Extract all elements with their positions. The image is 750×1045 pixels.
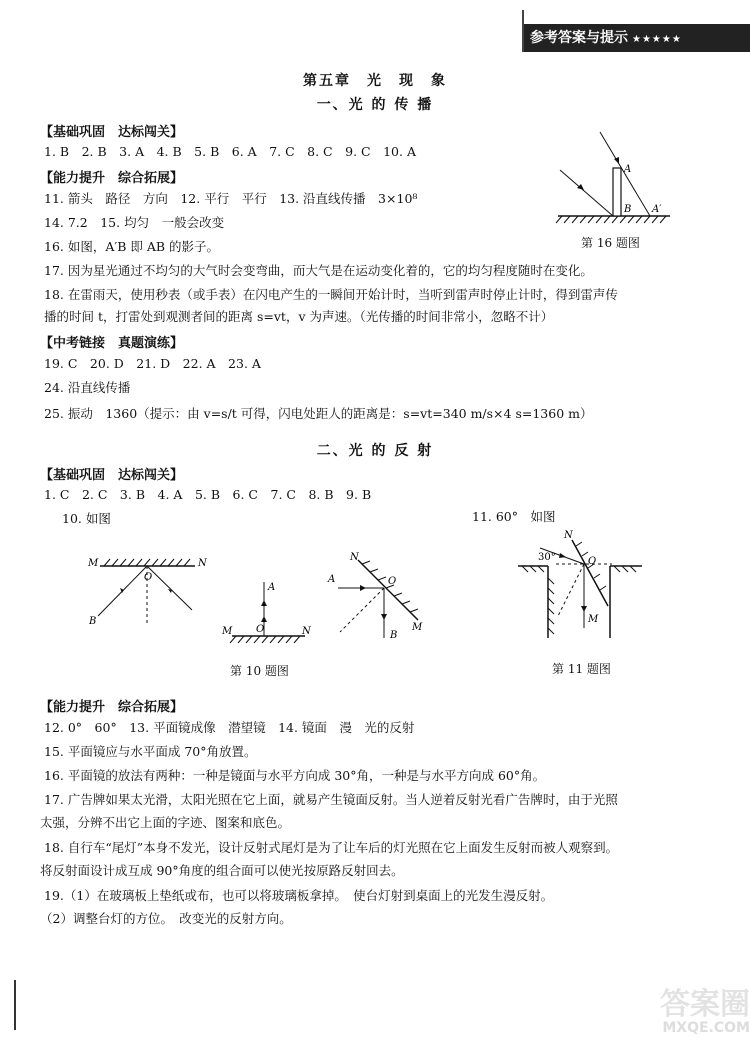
s1-exam-header: 【中考链接 真题演练】 [40, 336, 184, 351]
figure-16 [550, 128, 680, 228]
fig10-label-a2: A [268, 582, 276, 593]
fig11-label-m: M [588, 614, 599, 625]
fig16-label-a: A [624, 164, 632, 175]
banner-title: 参考答案与提示 [530, 30, 628, 46]
s1-line-18b: 播的时间 t，打雷处到观测者间的距离 s=vt，v 为声速。（光传播的时间非常小，忽略不计） [44, 309, 554, 324]
fig10-label-n3: N [350, 552, 359, 563]
fig10-label-m2: M [222, 626, 233, 637]
fig16-label-a-prime: A′ [652, 204, 662, 215]
fig16-label-b: B [624, 204, 632, 215]
s2-line-10: 10. 如图 [62, 511, 111, 526]
s1-line-16: 16. 如图，A′B 即 AB 的影子。 [44, 239, 220, 254]
fig10-label-n2: N [302, 626, 311, 637]
s2-line-16: 16. 平面镜的放法有两种：一种是镜面与水平方向成 30°角，一种是与水平方向成 60°角。 [44, 768, 546, 783]
header-banner [522, 24, 750, 52]
chapter-title: 第五章 光 现 象 [303, 73, 447, 89]
s2-line-17b: 太强，分辨不出它上面的字迹、图案和底色。 [40, 815, 291, 830]
s1-line-11: 11. 箭头 路径 方向 12. 平行 平行 13. 沿直线传播 3×10⁸ [44, 191, 418, 206]
s1-line-24: 24. 沿直线传播 [44, 380, 131, 395]
s2-line-19b: （2）调整台灯的方位。 改变光的反射方向。 [40, 911, 292, 926]
fig10-label-m3: M [412, 622, 423, 633]
fig11-label-n: N [564, 530, 573, 541]
s2-line-11: 11. 60° 如图 [472, 509, 556, 524]
s2-ability-header: 【能力提升 综合拓展】 [40, 700, 184, 715]
fig16-caption: 第 16 题图 [581, 236, 640, 250]
s2-line-12: 12. 0° 60° 13. 平面镜成像 潜望镜 14. 镜面 漫 光的反射 [44, 720, 415, 735]
fig11-caption: 第 11 题图 [552, 662, 611, 676]
fig10-label-o: O [144, 572, 153, 583]
section1-title: 一、光 的 传 播 [316, 97, 434, 113]
s2-line-15: 15. 平面镜应与水平面成 70°角放置。 [44, 744, 257, 759]
watermark [610, 987, 750, 1040]
figure-10 [80, 548, 440, 648]
left-margin-rule [14, 980, 16, 1030]
s1-line-18a: 18. 在雷雨天，使用秒表（或手表）在闪电产生的一瞬间开始计时，当听到雷声时停止计时，得到雷声传 [44, 287, 618, 302]
s1-line-19: 19. C 20. D 21. D 22. A 23. A [44, 356, 261, 371]
banner-stars: ★★★★★ [632, 34, 682, 45]
s1-line-17: 17. 因为星光通过不均匀的大气时会变弯曲，而大气是在运动变化着的，它的均匀程度随时在变化。 [44, 263, 593, 278]
s1-basic-header: 【基础巩固 达标闯关】 [40, 125, 184, 140]
fig10-label-a3: A [328, 574, 336, 585]
fig10-label-o2: O [256, 624, 265, 635]
fig10-caption: 第 10 题图 [230, 664, 289, 678]
fig11-angle: 30° [538, 552, 556, 563]
section2-title: 二、光 的 反 射 [316, 443, 434, 459]
s2-line-18b: 将反射面设计成互成 90°角度的组合面可以使光按原路反射回去。 [40, 863, 404, 878]
fig10-label-m: M [88, 558, 99, 569]
s2-line-19a: 19.（1）在玻璃板上垫纸或布，也可以将玻璃板拿掉。 使台灯射到桌面上的光发生漫反射。 [44, 888, 554, 903]
figure-11 [510, 528, 650, 648]
header-rule [522, 10, 524, 52]
s2-basic-header: 【基础巩固 达标闯关】 [40, 468, 184, 483]
s2-line-18a: 18. 自行车“尾灯”本身不发光，设计反射式尾灯是为了让车后的灯光照在它上面发生反射而被人观察到。 [44, 840, 619, 855]
s1-ability-header: 【能力提升 综合拓展】 [40, 171, 184, 186]
fig11-label-o: O [588, 556, 597, 567]
s2-line-17a: 17. 广告牌如果太光滑，太阳光照在它上面，就易产生镜面反射。当人逆着反射光看广告牌时，由于光照 [44, 792, 618, 807]
fig10-label-b: B [89, 616, 97, 627]
fig10-label-o3: O [388, 576, 397, 587]
watermark-url: MXQE.COM [662, 1020, 750, 1036]
watermark-logo-text: 答案圈 [660, 987, 750, 1022]
fig10-label-b3: B [390, 630, 398, 641]
s1-basic-line: 1. B 2. B 3. A 4. B 5. B 6. A 7. C 8. C 9. C 10. A [44, 144, 416, 159]
fig10-label-n: N [198, 558, 207, 569]
s1-line-14: 14. 7.2 15. 均匀 一般会改变 [44, 215, 225, 230]
s2-basic-line: 1. C 2. C 3. B 4. A 5. B 6. C 7. C 8. B 9. B [44, 487, 372, 502]
s1-line-25: 25. 振动 1360（提示：由 v=s/t 可得，闪电处距人的距离是：s=vt=340 m/s×4 s=1360 m） [44, 406, 593, 421]
